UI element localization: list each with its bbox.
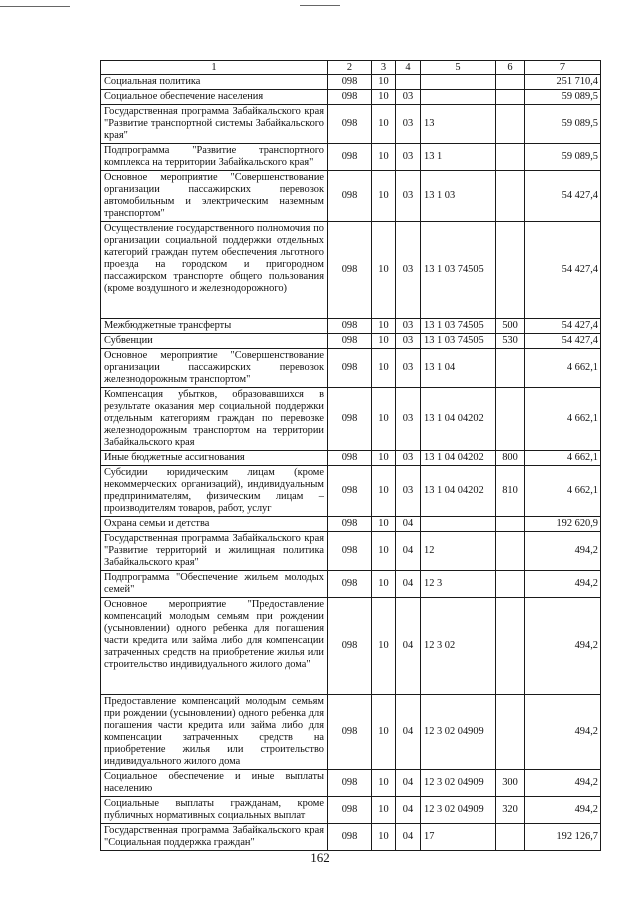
cell-grbs: 098: [328, 770, 372, 797]
cell-amount: 4 662,1: [525, 466, 601, 517]
cell-subsection: 03: [396, 349, 421, 388]
cell-name: Государственная программа Забайкальского края "Социальная поддержка граждан": [101, 824, 328, 851]
cell-target-article: 13: [421, 105, 496, 144]
cell-subsection: 03: [396, 466, 421, 517]
cell-expense-type: 300: [496, 770, 525, 797]
cell-section: 10: [372, 451, 396, 466]
cell-name: Социальное обеспечение и иные выплаты населению: [101, 770, 328, 797]
page-number: 162: [310, 850, 330, 865]
table-body: [101, 61, 601, 851]
cell-amount: 59 089,5: [525, 90, 601, 105]
cell-grbs: 098: [328, 388, 372, 451]
cell-target-article: 13 1 03 74505: [421, 319, 496, 334]
cell-expense-type: [496, 388, 525, 451]
table-row: [101, 466, 601, 517]
table-row: [101, 319, 601, 334]
cell-section: 10: [372, 144, 396, 171]
cell-subsection: 03: [396, 144, 421, 171]
cell-subsection: 04: [396, 797, 421, 824]
cell-name: Социальные выплаты гражданам, кроме публичных нормативных социальных выплат: [101, 797, 328, 824]
cell-target-article: 13 1: [421, 144, 496, 171]
cell-subsection: 04: [396, 532, 421, 571]
table-row: [101, 532, 601, 571]
cell-expense-type: 320: [496, 797, 525, 824]
cell-name: Субсидии юридическим лицам (кроме некоммерческих организаций), индивидуальным предпринимателям, физическим лицам – производителям товаров, работ, услуг: [101, 466, 328, 517]
cell-section: 10: [372, 466, 396, 517]
cell-subsection: 04: [396, 598, 421, 695]
cell-grbs: 098: [328, 466, 372, 517]
cell-section: 10: [372, 222, 396, 319]
cell-grbs: 098: [328, 105, 372, 144]
cell-target-article: 12: [421, 532, 496, 571]
cell-amount: 192 620,9: [525, 517, 601, 532]
cell-amount: 494,2: [525, 598, 601, 695]
cell-subsection: 04: [396, 824, 421, 851]
table-row: [101, 222, 601, 319]
cell-grbs: 098: [328, 451, 372, 466]
cell-amount: 192 126,7: [525, 824, 601, 851]
header-cell: 2: [328, 61, 372, 75]
table-row: [101, 770, 601, 797]
cell-amount: 494,2: [525, 532, 601, 571]
cell-name: Межбюджетные трансферты: [101, 319, 328, 334]
cell-amount: 4 662,1: [525, 388, 601, 451]
table-row: [101, 75, 601, 90]
header-cell: 3: [372, 61, 396, 75]
cell-subsection: 03: [396, 105, 421, 144]
cell-section: 10: [372, 770, 396, 797]
cell-subsection: 04: [396, 695, 421, 770]
cell-amount: 54 427,4: [525, 319, 601, 334]
cell-expense-type: [496, 517, 525, 532]
cell-target-article: 13 1 03 74505: [421, 334, 496, 349]
cell-section: 10: [372, 75, 396, 90]
cell-section: 10: [372, 319, 396, 334]
cell-expense-type: 530: [496, 334, 525, 349]
cell-section: 10: [372, 571, 396, 598]
cell-target-article: 13 1 04 04202: [421, 466, 496, 517]
cell-target-article: [421, 90, 496, 105]
header-cell: 5: [421, 61, 496, 75]
cell-name: Государственная программа Забайкальского края "Развитие транспортной системы Забайкальского края": [101, 105, 328, 144]
table-row: [101, 105, 601, 144]
cell-subsection: 03: [396, 388, 421, 451]
cell-section: 10: [372, 532, 396, 571]
cell-amount: 494,2: [525, 571, 601, 598]
cell-expense-type: [496, 824, 525, 851]
cell-target-article: 12 3: [421, 571, 496, 598]
cell-grbs: 098: [328, 171, 372, 222]
table-row: [101, 349, 601, 388]
cell-name: Субвенции: [101, 334, 328, 349]
cell-section: 10: [372, 598, 396, 695]
cell-grbs: 098: [328, 824, 372, 851]
cell-expense-type: 810: [496, 466, 525, 517]
cell-name: Социальное обеспечение населения: [101, 90, 328, 105]
cell-target-article: 12 3 02 04909: [421, 770, 496, 797]
cell-name: Основное мероприятие "Предоставление компенсаций молодым семьям при рождении (усыновлении) одного ребенка для погашения части кредита или займа либо для компенсации затраченных средств на приобретение жилья или строительство индивидуального жилого дома": [101, 598, 328, 695]
header-cell: 4: [396, 61, 421, 75]
table-row: [101, 571, 601, 598]
cell-expense-type: 500: [496, 319, 525, 334]
cell-target-article: 12 3 02 04909: [421, 695, 496, 770]
cell-amount: 4 662,1: [525, 349, 601, 388]
cell-expense-type: [496, 349, 525, 388]
cell-name: Основное мероприятие "Совершенствование организации пассажирских перевозок автомобильным и электрическим наземным транспортом": [101, 171, 328, 222]
table-row: [101, 824, 601, 851]
cell-expense-type: [496, 171, 525, 222]
cell-expense-type: [496, 105, 525, 144]
cell-subsection: 03: [396, 222, 421, 319]
cell-grbs: 098: [328, 532, 372, 571]
table-header-row: [101, 61, 601, 75]
header-cell: 7: [525, 61, 601, 75]
cell-name: Подпрограмма "Развитие транспортного комплекса на территории Забайкальского края": [101, 144, 328, 171]
cell-subsection: 04: [396, 517, 421, 532]
cell-target-article: 13 1 04 04202: [421, 451, 496, 466]
cell-grbs: 098: [328, 695, 372, 770]
cell-target-article: 13 1 03: [421, 171, 496, 222]
header-cell: 6: [496, 61, 525, 75]
cell-amount: 59 089,5: [525, 144, 601, 171]
cell-amount: 494,2: [525, 695, 601, 770]
cell-subsection: [396, 75, 421, 90]
cell-subsection: 03: [396, 319, 421, 334]
cell-subsection: 03: [396, 451, 421, 466]
cell-grbs: 098: [328, 75, 372, 90]
cell-name: Охрана семьи и детства: [101, 517, 328, 532]
table-row: [101, 517, 601, 532]
table-row: [101, 695, 601, 770]
cell-name: Социальная политика: [101, 75, 328, 90]
cell-grbs: 098: [328, 319, 372, 334]
budget-table: [100, 60, 601, 851]
cell-section: 10: [372, 349, 396, 388]
cell-subsection: 04: [396, 770, 421, 797]
cell-grbs: 098: [328, 90, 372, 105]
cell-section: 10: [372, 797, 396, 824]
cell-name: Компенсация убытков, образовавшихся в результате оказания мер социальной поддержки отдельным категориям граждан по перевозке железнодорожным транспортом на территории Забайкальского края: [101, 388, 328, 451]
cell-section: 10: [372, 105, 396, 144]
cell-subsection: 03: [396, 334, 421, 349]
cell-grbs: 098: [328, 349, 372, 388]
cell-expense-type: [496, 222, 525, 319]
cell-grbs: 098: [328, 517, 372, 532]
cell-amount: 494,2: [525, 770, 601, 797]
cell-expense-type: [496, 90, 525, 105]
cell-amount: 59 089,5: [525, 105, 601, 144]
table-row: [101, 797, 601, 824]
table-row: [101, 451, 601, 466]
cell-amount: 494,2: [525, 797, 601, 824]
cell-amount: 54 427,4: [525, 171, 601, 222]
header-cell: 1: [101, 61, 328, 75]
cell-expense-type: [496, 571, 525, 598]
cell-target-article: [421, 75, 496, 90]
cell-expense-type: [496, 144, 525, 171]
cell-name: Подпрограмма "Обеспечение жильем молодых семей": [101, 571, 328, 598]
cell-amount: 54 427,4: [525, 334, 601, 349]
cell-expense-type: [496, 532, 525, 571]
cell-expense-type: [496, 598, 525, 695]
cell-name: Осуществление государственного полномочия по организации социальной поддержки отдельных категорий граждан путем обеспечения льготного проезда на городском и пригородном пассажирском транспорте общего пользования (кроме воздушного и железнодорожного): [101, 222, 328, 319]
cell-grbs: 098: [328, 334, 372, 349]
cell-name: Предоставление компенсаций молодым семьям при рождении (усыновлении) одного ребенка для погашения части кредита или займа либо для компенсации затраченных средств на приобретение жилья или строительство индивидуального жилого дома: [101, 695, 328, 770]
cell-grbs: 098: [328, 598, 372, 695]
table-row: [101, 388, 601, 451]
cell-section: 10: [372, 517, 396, 532]
cell-target-article: 13 1 03 74505: [421, 222, 496, 319]
cell-name: Государственная программа Забайкальского края "Развитие территорий и жилищная политика Забайкальского края": [101, 532, 328, 571]
cell-section: 10: [372, 334, 396, 349]
cell-expense-type: 800: [496, 451, 525, 466]
cell-expense-type: [496, 75, 525, 90]
cell-grbs: 098: [328, 144, 372, 171]
cell-expense-type: [496, 695, 525, 770]
cell-grbs: 098: [328, 571, 372, 598]
cell-target-article: [421, 517, 496, 532]
cell-name: Основное мероприятие "Совершенствование организации пассажирских перевозок железнодорожным транспортом": [101, 349, 328, 388]
table-row: [101, 144, 601, 171]
table-row: [101, 171, 601, 222]
cell-section: 10: [372, 695, 396, 770]
scan-artifact-line: [300, 5, 340, 6]
table-row: [101, 90, 601, 105]
cell-amount: 54 427,4: [525, 222, 601, 319]
cell-amount: 251 710,4: [525, 75, 601, 90]
cell-section: 10: [372, 171, 396, 222]
table-row: [101, 598, 601, 695]
cell-amount: 4 662,1: [525, 451, 601, 466]
cell-target-article: 12 3 02 04909: [421, 797, 496, 824]
cell-section: 10: [372, 388, 396, 451]
cell-target-article: 12 3 02: [421, 598, 496, 695]
cell-subsection: 03: [396, 171, 421, 222]
cell-section: 10: [372, 824, 396, 851]
cell-subsection: 04: [396, 571, 421, 598]
cell-grbs: 098: [328, 222, 372, 319]
cell-target-article: 13 1 04 04202: [421, 388, 496, 451]
cell-target-article: 13 1 04: [421, 349, 496, 388]
cell-target-article: 17: [421, 824, 496, 851]
cell-grbs: 098: [328, 797, 372, 824]
cell-section: 10: [372, 90, 396, 105]
scan-artifact-line: [0, 6, 70, 7]
cell-subsection: 03: [396, 90, 421, 105]
cell-name: Иные бюджетные ассигнования: [101, 451, 328, 466]
table-row: [101, 334, 601, 349]
